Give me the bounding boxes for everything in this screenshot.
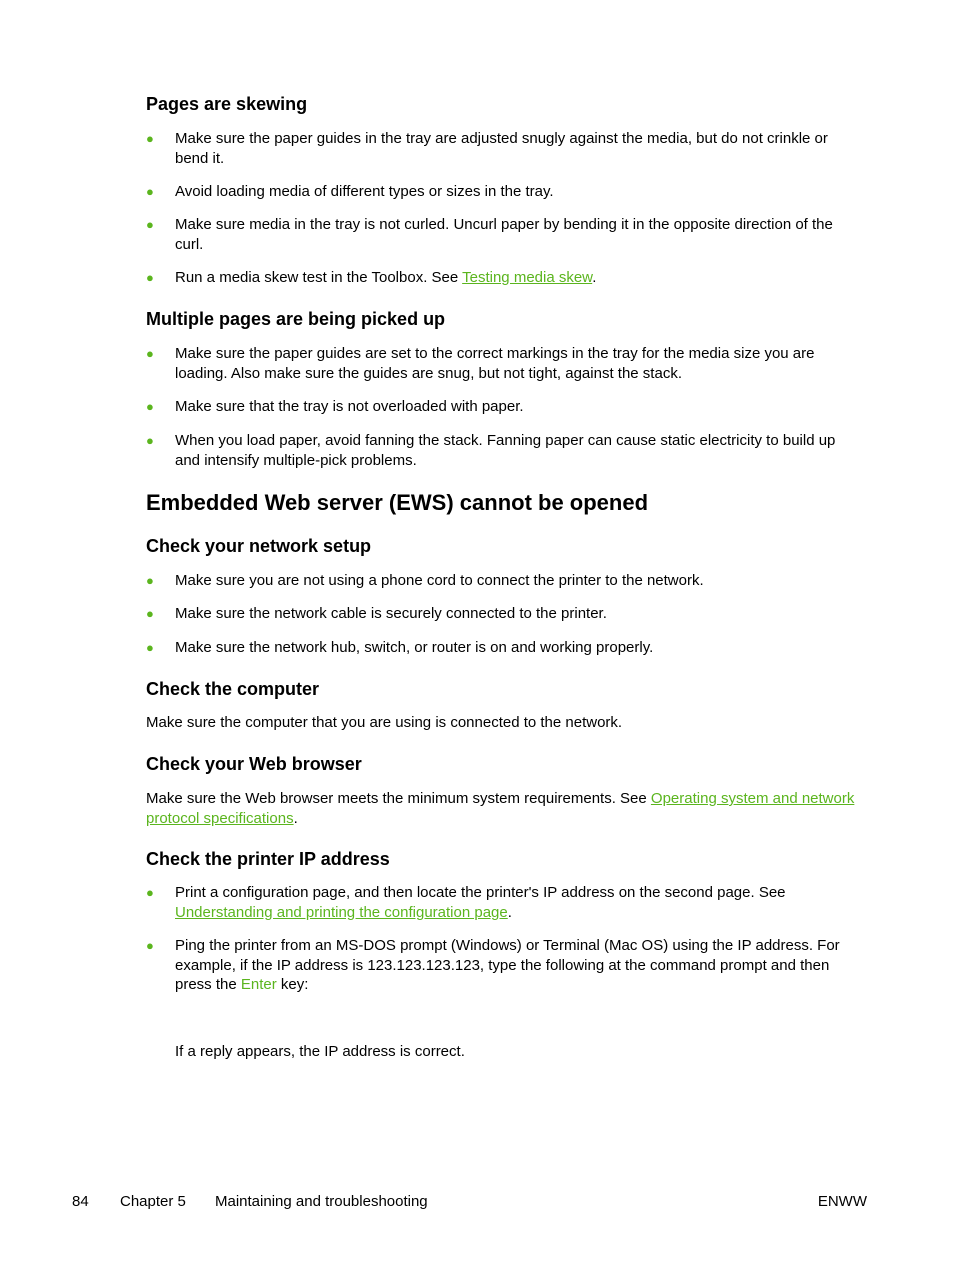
key-name-enter: Enter: [240, 976, 277, 993]
section-heading-skewing: Pages are skewing: [146, 94, 308, 114]
section-heading-ip-address: Check the printer IP address: [146, 849, 390, 869]
bullet-icon: ●: [146, 346, 154, 361]
list-item-text: Make sure the network cable is securely connected to the printer.: [175, 605, 607, 622]
page-title: Embedded Web server (EWS) cannot be opened: [146, 490, 649, 515]
link-os-network-specs[interactable]: Operating system and network protocol specifications: [146, 790, 855, 827]
list-item-text: Make sure media in the tray is not curled. Uncurl paper by bending it in the opposite direction of the curl.: [175, 216, 833, 253]
text-span: key:: [276, 976, 309, 993]
list-item-text: Make sure you are not using a phone cord to connect the printer to the network.: [175, 572, 704, 589]
paragraph: If a reply appears, the IP address is correct.: [175, 1043, 465, 1060]
section-heading-web-browser: Check your Web browser: [146, 754, 362, 774]
section-heading-computer: Check the computer: [146, 679, 320, 699]
bullet-icon: ●: [146, 433, 154, 448]
bullet-icon: ●: [146, 399, 154, 414]
bullet-icon: ●: [146, 885, 154, 900]
text-span: Ping the printer from an MS-DOS prompt (Windows) or Terminal (Mac OS) using the IP address. For example, if the IP address is 123.123.123.123, type the following at the command prompt and then press the: [175, 937, 840, 993]
text-span: .: [507, 903, 512, 921]
list-item-text: [175, 883, 863, 922]
bullet-icon: ●: [146, 640, 154, 655]
text-span: Run a media skew test in the Toolbox. See: [175, 269, 463, 286]
text-span: .: [293, 809, 298, 827]
bullet-icon: ●: [146, 131, 154, 146]
bullet-icon: ●: [146, 573, 154, 588]
bullet-icon: ●: [146, 938, 154, 953]
section-heading-multiple-pages: Multiple pages are being picked up: [146, 309, 446, 329]
section-heading-network-setup: Check your network setup: [146, 536, 372, 556]
list-item-text: [175, 936, 863, 995]
paragraph: Make sure the computer that you are using is connected to the network.: [146, 714, 623, 731]
footer-chapter-title: Maintaining and troubleshooting: [215, 1193, 428, 1210]
list-item-text: Make sure the paper guides in the tray are adjusted snugly against the media, but do not crinkle or bend it.: [175, 130, 828, 167]
text-span: Make sure the Web browser meets the minimum system requirements. See: [146, 790, 651, 807]
list-item-text: Avoid loading media of different types or sizes in the tray.: [175, 183, 554, 200]
text-span: Print a configuration page, and then locate the printer's IP address on the second page. See: [175, 884, 786, 901]
list-item-text: Make sure the network hub, switch, or router is on and working properly.: [175, 639, 654, 656]
footer-chapter: Chapter 5: [120, 1193, 186, 1210]
list-item-text: Make sure the paper guides are set to the correct markings in the tray for the media size you are loading. Also make sure the guides are snug, but not tight, against the stack.: [175, 345, 815, 382]
bullet-icon: ●: [146, 606, 154, 621]
text-span: .: [592, 269, 597, 286]
list-item-text: Make sure that the tray is not overloaded with paper.: [175, 398, 524, 415]
list-item-text: When you load paper, avoid fanning the stack. Fanning paper can cause static electricity to build up and intensify multiple-pick problems.: [175, 432, 836, 469]
bullet-icon: ●: [146, 270, 154, 285]
link-testing-media-skew[interactable]: Testing media skew: [462, 269, 593, 286]
paragraph: [146, 789, 864, 828]
list-item-text: [175, 268, 863, 288]
page-number: 84: [72, 1193, 89, 1210]
footer-locale: ENWW: [817, 1193, 867, 1210]
bullet-icon: ●: [146, 184, 154, 199]
bullet-icon: ●: [146, 217, 154, 232]
link-configuration-page[interactable]: Understanding and printing the configuration page: [175, 903, 508, 921]
